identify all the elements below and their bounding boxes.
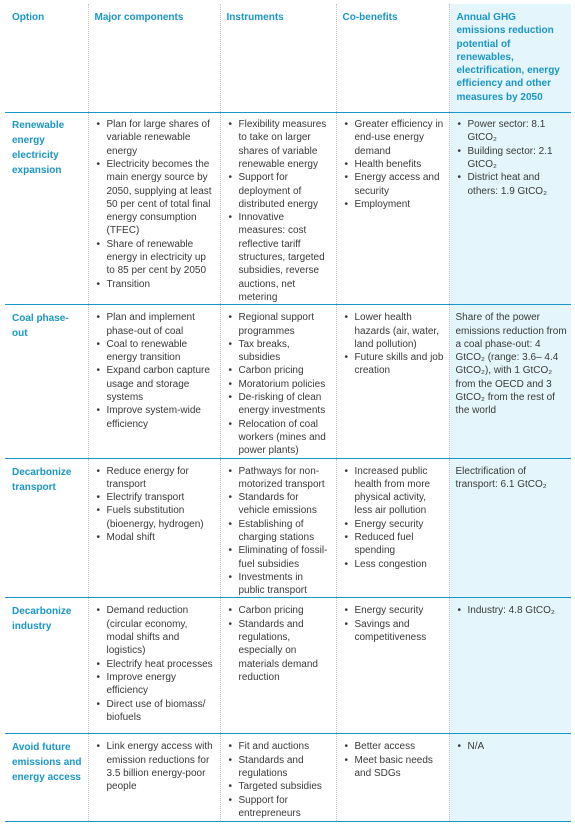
header-row — [5, 4, 571, 113]
list-item: • Moratorium policies — [227, 378, 332, 391]
list-item: • Employment — [343, 198, 445, 211]
potential-cell — [449, 305, 571, 458]
list-item: • Tax breaks, subsidies — [227, 338, 332, 365]
list-item: • Reduce energy for transport — [95, 465, 216, 492]
header-potential: Annual GHG emissions reduction potential of renewables, electrification, energy efficiency and other measures by 2050 — [449, 4, 571, 113]
list-item: • Link energy access with emission reductions for 3.5 billion energy-poor people — [95, 740, 216, 793]
list-item: • De-risking of clean energy investments — [227, 391, 332, 418]
list-item: • Regional support programmes — [227, 311, 332, 338]
list-item: • District heat and others: 1.9 GtCO₂ — [456, 171, 568, 198]
list-item: • Transition — [95, 278, 216, 291]
cobenefits-cell — [336, 305, 449, 458]
table-row — [5, 113, 571, 305]
list-item: • Coal to renewable energy transition — [95, 338, 216, 365]
header-cobenefits: Co-benefits — [336, 4, 449, 113]
list-item: • Energy security — [343, 604, 445, 617]
list-item: • Pathways for non-motorized transport — [227, 465, 332, 492]
list-item: • Eliminating of fossil-fuel subsidies — [227, 544, 332, 571]
list-item: • Electrify heat processes — [95, 658, 216, 671]
list-item: • Relocation of coal workers (mines and power plants) — [227, 418, 332, 458]
cobenefits-cell — [336, 458, 449, 598]
components-cell — [88, 305, 220, 458]
list-item: • Direct use of biomass/ biofuels — [95, 698, 216, 725]
potential-cell — [449, 113, 571, 305]
instruments-cell — [220, 458, 336, 598]
cobenefits-cell — [336, 598, 449, 734]
list-item: • Greater efficiency in end-use energy demand — [343, 118, 445, 158]
option-cell: Decarbonize transport — [12, 466, 72, 493]
list-item: • Carbon pricing — [227, 364, 332, 377]
list-item: • Flexibility measures to take on larger shares of variable renewable energy — [227, 118, 332, 171]
list-item: • Standards for vehicle emissions — [227, 491, 332, 518]
list-item: • Health benefits — [343, 158, 445, 171]
potential-cell — [449, 598, 571, 734]
option-cell: Coal phase-out — [12, 313, 69, 340]
list-item: • Plan and implement phase-out of coal — [95, 311, 216, 338]
list-item: • Establishing of charging stations — [227, 518, 332, 545]
option-cell: Decarbonize industry — [12, 606, 72, 633]
potential-cell — [449, 734, 571, 822]
instruments-cell — [220, 598, 336, 734]
list-item: • Expand carbon capture usage and storage systems — [95, 364, 216, 404]
header-instruments: Instruments — [220, 4, 336, 113]
instruments-cell — [220, 305, 336, 458]
header-option: Option — [12, 12, 45, 23]
list-item: • Future skills and job creation — [343, 351, 445, 378]
components-cell — [88, 113, 220, 305]
cobenefits-cell — [336, 113, 449, 305]
list-item: • Electricity becomes the main energy source by 2050, supplying at least 50 per cent of total final energy consumption (TFEC) — [95, 158, 216, 238]
list-item: • Standards and regulations — [227, 754, 332, 781]
potential-cell — [449, 458, 571, 598]
potential-text: Share of the power emissions reduction from a coal phase-out: 4 GtCO₂ (range: 3.6– 4.4 GtCO₂), with 1 GtCO₂ from the OECD and 3 GtCO₂ from the rest of the world — [455, 312, 567, 417]
list-item: • Savings and competitiveness — [343, 618, 445, 645]
list-item: • Building sector: 2.1 GtCO₂ — [456, 145, 568, 172]
list-item: • Investments in public transport — [227, 571, 332, 598]
table-row — [5, 734, 571, 822]
instruments-cell — [220, 113, 336, 305]
list-item: • Meet basic needs and SDGs — [343, 754, 445, 781]
list-item: • Increased public health from more physical activity, less air pollution — [343, 465, 445, 518]
ghg-options-table — [5, 4, 571, 822]
table-row — [5, 458, 571, 598]
instruments-cell — [220, 734, 336, 822]
list-item: • Improve energy efficiency — [95, 671, 216, 698]
components-cell — [88, 598, 220, 734]
list-item: • Improve system-wide efficiency — [95, 404, 216, 431]
list-item: • Lower health hazards (air, water, land pollution) — [343, 311, 445, 351]
list-item: • Targeted subsidies — [227, 780, 332, 793]
table-row — [5, 305, 571, 458]
list-item: • Power sector: 8.1 GtCO₂ — [456, 118, 568, 145]
header-components: Major components — [88, 4, 220, 113]
list-item: • Carbon pricing — [227, 604, 332, 617]
list-item: • Better access — [343, 740, 445, 753]
components-cell — [88, 734, 220, 822]
list-item: • Energy security — [343, 518, 445, 531]
list-item: • Share of renewable energy in electricity up to 85 per cent by 2050 — [95, 238, 216, 278]
list-item: • Energy access and security — [343, 171, 445, 198]
list-item: • Reduced fuel spending — [343, 531, 445, 558]
components-cell — [88, 458, 220, 598]
list-item: • Innovative measures: cost reflective tariff structures, targeted subsidies, reverse auctions, net metering — [227, 211, 332, 304]
list-item: • Fuels substitution (bioenergy, hydrogen) — [95, 504, 216, 531]
list-item: • Demand reduction (circular economy, modal shifts and logistics) — [95, 604, 216, 657]
cobenefits-cell — [336, 734, 449, 822]
list-item: • Standards and regulations, especially on materials demand reduction — [227, 618, 332, 684]
list-item: • N/A — [456, 740, 568, 753]
list-item: • Plan for large shares of variable renewable energy — [95, 118, 216, 158]
list-item: • Fit and auctions — [227, 740, 332, 753]
list-item: • Industry: 4.8 GtCO₂ — [456, 604, 568, 617]
list-item: • Electrify transport — [95, 491, 216, 504]
list-item: • Support for deployment of distributed energy — [227, 171, 332, 211]
list-item: • Modal shift — [95, 531, 216, 544]
potential-text: Electrification of transport: 6.1 GtCO₂ — [455, 465, 547, 490]
option-cell: Renewable energy electricity expansion — [12, 120, 65, 177]
table-row — [5, 598, 571, 734]
option-cell: Avoid future emissions and energy access — [12, 742, 82, 784]
list-item: • Less congestion — [343, 558, 445, 571]
list-item: • Support for entrepreneurs — [227, 794, 332, 821]
